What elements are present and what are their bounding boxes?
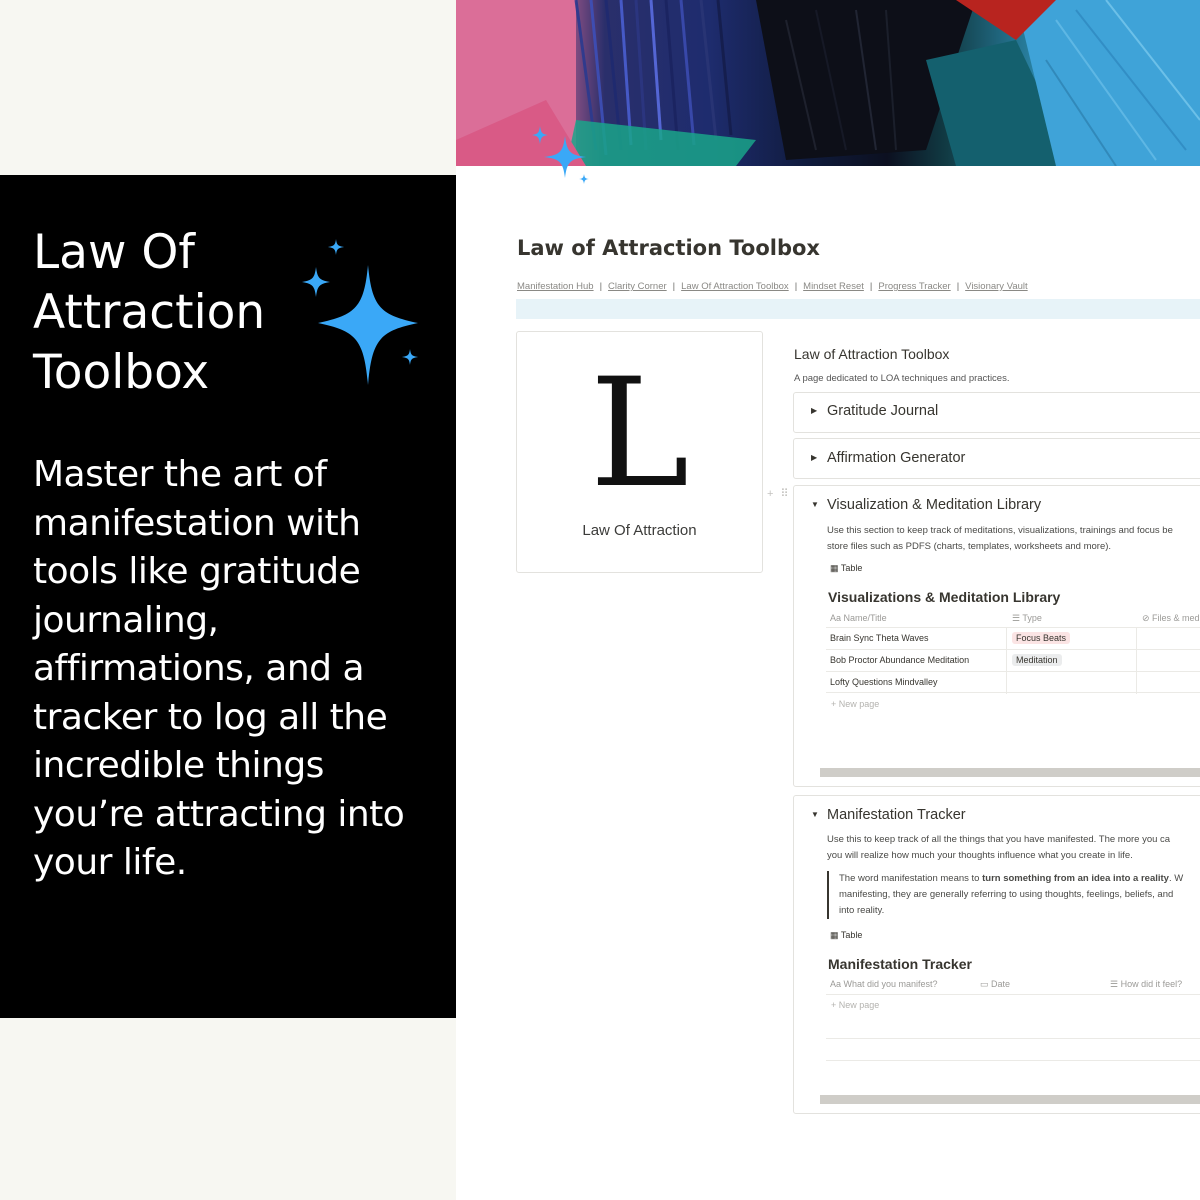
breadcrumb-separator: |	[599, 281, 603, 292]
toggle-label: Gratitude Journal	[827, 403, 939, 419]
table-row[interactable]	[826, 627, 1200, 649]
view-tab-table[interactable]: ▦ Table	[830, 930, 863, 940]
breadcrumb-visionary-vault[interactable]: Visionary Vault	[965, 281, 1028, 292]
toggle-label: Affirmation Generator	[827, 450, 966, 466]
breadcrumb-progress-tracker[interactable]: Progress Tracker	[878, 281, 951, 292]
toggle-arrow-icon[interactable]: ▼	[811, 810, 819, 819]
text-lines-icon: ☰	[1110, 979, 1121, 989]
section-title: Law of Attraction Toolbox	[794, 346, 950, 362]
row-name: Lofty Questions Mindvalley	[830, 677, 938, 687]
promo-panel	[0, 175, 456, 1018]
toggle-visualization-library[interactable]	[793, 485, 1200, 787]
breadcrumb-manifestation-hub[interactable]: Manifestation Hub	[517, 281, 594, 292]
horizontal-scrollbar[interactable]	[820, 1095, 1200, 1104]
horizontal-scrollbar[interactable]	[820, 768, 1200, 777]
logo-letter: L	[589, 347, 690, 521]
text-property-icon: Aa	[830, 979, 844, 989]
quote-block: The word manifestation means to turn something from an idea into a reality. W manifesting, they are generally referring to using thoughts, feelings, beliefs, and into reality.	[827, 871, 1183, 919]
sparkles-icon	[528, 124, 598, 194]
column-header-date[interactable]: ▭ Date	[980, 979, 1011, 989]
description-line: Use this to keep track of all the things that you have manifested. The more you ca	[827, 834, 1171, 845]
breadcrumb-separator: |	[672, 281, 676, 292]
table-row[interactable]	[826, 671, 1200, 693]
description-line: Use this section to keep track of meditations, visualizations, trainings and focus be	[827, 525, 1173, 536]
table-row[interactable]	[826, 649, 1200, 671]
section-description: A page dedicated to LOA techniques and practices.	[794, 373, 1010, 384]
description-line: store files such as PDFS (charts, templates, worksheets and more).	[827, 541, 1112, 552]
breadcrumb-clarity-corner[interactable]: Clarity Corner	[608, 281, 667, 292]
row-name: Brain Sync Theta Waves	[830, 633, 929, 643]
logo-caption: Law Of Attraction	[582, 522, 697, 539]
toggle-arrow-icon[interactable]: ▶	[811, 406, 818, 415]
callout-block	[516, 299, 1200, 319]
new-page-button[interactable]: + New page	[831, 1000, 880, 1010]
breadcrumb-law-of-attraction-toolbox[interactable]: Law Of Attraction Toolbox	[681, 281, 789, 292]
breadcrumb-separator: |	[794, 281, 798, 292]
notion-screenshot	[456, 0, 1200, 1200]
toggle-label: Visualization & Meditation Library	[827, 497, 1042, 513]
logo-card	[516, 331, 763, 573]
toggle-affirmation-generator[interactable]	[793, 438, 1200, 479]
plus-icon: +	[831, 1000, 839, 1010]
database-title: Manifestation Tracker	[828, 956, 972, 972]
table-icon: ▦	[830, 563, 841, 573]
sparkles-icon	[296, 235, 426, 395]
column-header-files[interactable]: ⊘ Files & med	[1142, 613, 1200, 623]
table-icon: ▦	[830, 930, 841, 940]
calendar-icon: ▭	[980, 979, 992, 989]
breadcrumb-separator: |	[956, 281, 960, 292]
database-title: Visualizations & Meditation Library	[828, 589, 1061, 605]
toggle-arrow-icon[interactable]: ▼	[811, 500, 819, 509]
toggle-gratitude-journal[interactable]	[793, 392, 1200, 433]
breadcrumb-mindset-reset[interactable]: Mindset Reset	[803, 281, 864, 292]
type-tag: Focus Beats	[1012, 632, 1070, 644]
column-header-what[interactable]: Aa What did you manifest?	[830, 979, 938, 989]
new-page-button[interactable]: + New page	[831, 699, 880, 709]
page-title: Law of Attraction Toolbox	[517, 236, 820, 260]
column-header-name[interactable]: Aa Name/Title	[830, 613, 887, 623]
text-property-icon: Aa	[830, 613, 844, 623]
attachment-icon: ⊘	[1142, 613, 1153, 623]
toggle-manifestation-tracker[interactable]	[793, 795, 1200, 1114]
row-name: Bob Proctor Abundance Meditation	[830, 655, 970, 665]
toggle-label: Manifestation Tracker	[827, 807, 966, 823]
drag-handle-icon[interactable]: + ⠿	[767, 488, 791, 500]
promo-title: Law Of Attraction Toolbox	[33, 225, 266, 400]
breadcrumb	[517, 281, 1028, 292]
list-property-icon: ☰	[1012, 613, 1023, 623]
column-header-type[interactable]: ☰ Type	[1012, 613, 1042, 623]
breadcrumb-separator: |	[869, 281, 873, 292]
column-header-feel[interactable]: ☰ How did it feel?	[1110, 979, 1183, 989]
plus-icon: +	[831, 699, 839, 709]
view-tab-table[interactable]: ▦ Table	[830, 563, 863, 573]
description-line: you will realize how much your thoughts influence what you create in life.	[827, 850, 1133, 861]
toggle-arrow-icon[interactable]: ▶	[811, 453, 818, 462]
type-tag: Meditation	[1012, 654, 1062, 666]
promo-description: Master the art of manifestation with tools like gratitude journaling, affirmations, and a tracker to log all the incredible things you’re attracting into your life.	[33, 454, 405, 883]
